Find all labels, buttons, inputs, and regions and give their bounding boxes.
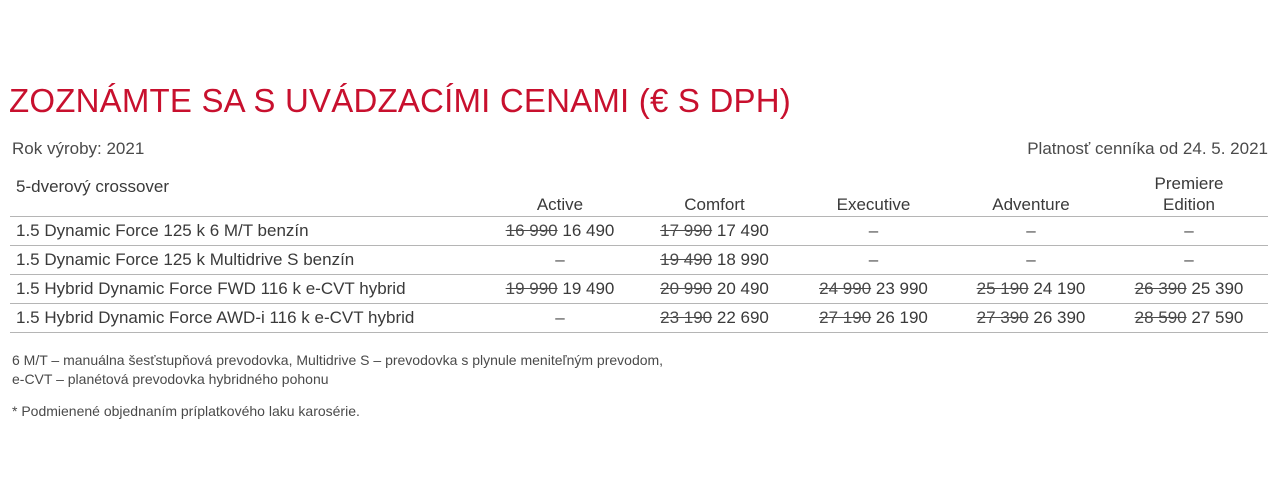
trim-header-comfort: Comfort	[634, 170, 795, 216]
new-price: 18 990	[716, 249, 769, 269]
footnote-transmissions: 6 M/T – manuálna šesťstupňová prevodovka, Multidrive S – prevodovka s plynule meniteľným prevodom,	[12, 352, 664, 368]
table-header-row	[10, 170, 1268, 216]
footnote-ecvt: e-CVT – planétová prevodovka hybridného pohonu	[12, 371, 329, 387]
price-cell	[795, 303, 952, 332]
price-cell	[952, 216, 1110, 245]
model-column-header: 5-dverový crossover	[10, 170, 486, 216]
price-cell	[1110, 303, 1268, 332]
new-price: 17 490	[716, 220, 769, 240]
footnotes	[12, 351, 663, 421]
price-cell	[1110, 274, 1268, 303]
price-cell	[1110, 216, 1268, 245]
price-cell	[634, 274, 795, 303]
new-price: 24 190	[1033, 278, 1086, 298]
new-price: 22 690	[716, 307, 769, 327]
price-cell	[795, 274, 952, 303]
not-available-dash: –	[868, 220, 879, 240]
trim-header-premiere-edition: Premiere Edition	[1110, 170, 1268, 216]
price-cell	[486, 216, 634, 245]
table-row	[10, 245, 1268, 274]
old-price: 28 590	[1134, 307, 1187, 327]
old-price: 17 990	[660, 220, 713, 240]
price-cell	[486, 245, 634, 274]
new-price: 26 390	[1033, 307, 1086, 327]
not-available-dash: –	[1184, 249, 1194, 269]
price-table	[10, 170, 1268, 333]
not-available-dash: –	[1026, 220, 1036, 240]
footnote-paint: * Podmienené objednaním príplatkového laku karosérie.	[12, 403, 360, 419]
price-cell	[952, 303, 1110, 332]
trim-header-active: Active	[486, 170, 634, 216]
price-cell	[1110, 245, 1268, 274]
price-cell	[634, 216, 795, 245]
model-name: 1.5 Hybrid Dynamic Force FWD 116 k e-CVT hybrid	[10, 274, 486, 303]
old-price: 25 190	[976, 278, 1029, 298]
new-price: 26 190	[875, 307, 928, 327]
old-price: 27 390	[976, 307, 1029, 327]
old-price: 16 990	[505, 220, 558, 240]
price-cell	[952, 274, 1110, 303]
old-price: 20 990	[660, 278, 713, 298]
price-cell	[486, 274, 634, 303]
pricelist-validity: Platnosť cenníka od 24. 5. 2021	[1027, 139, 1268, 158]
model-name: 1.5 Dynamic Force 125 k 6 M/T benzín	[10, 216, 486, 245]
not-available-dash: –	[1184, 220, 1194, 240]
table-row	[10, 274, 1268, 303]
production-year: Rok výroby: 2021	[12, 139, 145, 158]
price-cell	[795, 216, 952, 245]
model-name: 1.5 Hybrid Dynamic Force AWD-i 116 k e-CVT hybrid	[10, 303, 486, 332]
old-price: 26 390	[1134, 278, 1187, 298]
price-cell	[952, 245, 1110, 274]
new-price: 27 590	[1191, 307, 1244, 327]
old-price: 19 990	[505, 278, 558, 298]
new-price: 16 490	[562, 220, 615, 240]
old-price: 27 190	[819, 307, 872, 327]
price-cell	[795, 245, 952, 274]
table-row	[10, 216, 1268, 245]
trim-header-executive: Executive	[795, 170, 952, 216]
not-available-dash: –	[868, 249, 879, 269]
old-price: 19 490	[660, 249, 713, 269]
table-row	[10, 303, 1268, 332]
model-name: 1.5 Dynamic Force 125 k Multidrive S benzín	[10, 245, 486, 274]
page-title: ZOZNÁMTE SA S UVÁDZACÍMI CENAMI (€ S DPH)	[9, 82, 791, 119]
not-available-dash: –	[1026, 249, 1036, 269]
trim-header-adventure: Adventure	[952, 170, 1110, 216]
new-price: 25 390	[1191, 278, 1244, 298]
price-cell	[634, 303, 795, 332]
not-available-dash: –	[555, 249, 565, 269]
not-available-dash: –	[555, 307, 565, 327]
old-price: 24 990	[819, 278, 872, 298]
price-cell	[486, 303, 634, 332]
new-price: 20 490	[716, 278, 769, 298]
old-price: 23 190	[660, 307, 713, 327]
new-price: 19 490	[562, 278, 615, 298]
new-price: 23 990	[875, 278, 928, 298]
price-cell	[634, 245, 795, 274]
